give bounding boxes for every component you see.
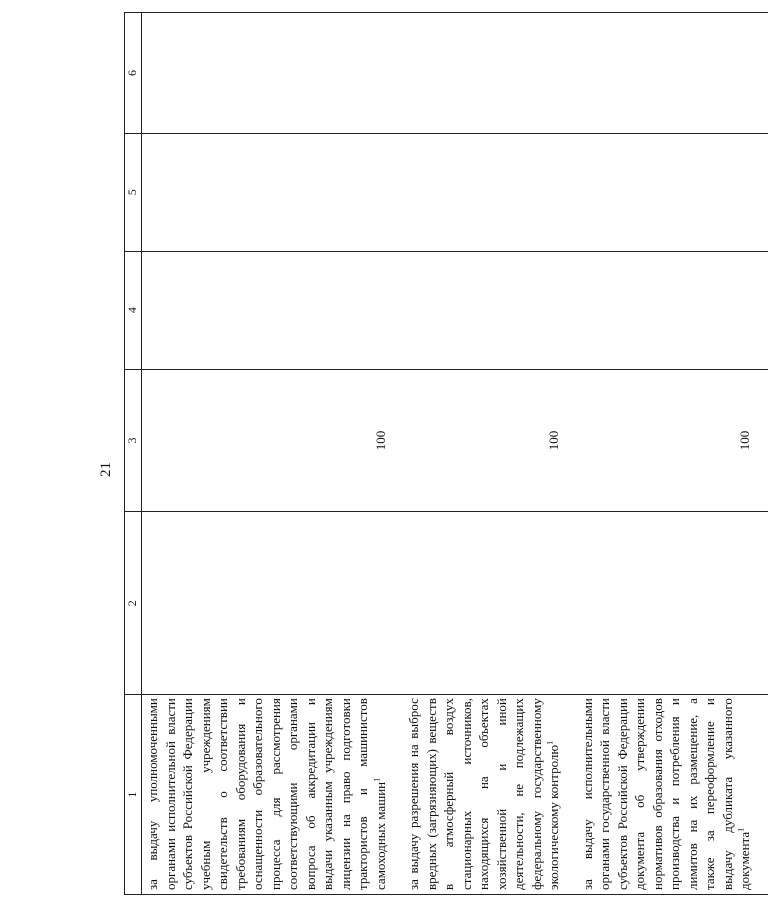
row-2-col-6 bbox=[403, 13, 577, 134]
page-number-row bbox=[98, 12, 118, 895]
table-row bbox=[403, 13, 577, 895]
row-2-col-4 bbox=[403, 251, 577, 369]
header-row bbox=[125, 13, 142, 895]
header-col-4: 4 bbox=[125, 251, 142, 369]
row-2-col-3 bbox=[403, 369, 577, 512]
fees-table bbox=[124, 12, 768, 895]
row-1-value: 100 bbox=[372, 430, 388, 451]
header-col-5: 5 bbox=[125, 133, 142, 251]
row-1-col-2 bbox=[142, 512, 404, 695]
header-col-1: 1 bbox=[125, 695, 142, 895]
row-3-col-6 bbox=[577, 13, 768, 134]
row-1-col-4 bbox=[142, 251, 404, 369]
row-3-col-3 bbox=[577, 369, 768, 512]
row-2-col-2 bbox=[403, 512, 577, 695]
row-2-value: 100 bbox=[546, 430, 561, 451]
table-row bbox=[577, 13, 768, 895]
header-col-3: 3 bbox=[125, 369, 142, 512]
row-1-footnote: 1 bbox=[372, 777, 382, 782]
row-3-col-4 bbox=[577, 251, 768, 369]
row-2-col-5 bbox=[403, 133, 577, 251]
row-1-col-6 bbox=[142, 13, 404, 134]
header-col-2: 2 bbox=[125, 512, 142, 695]
row-1-text: за выдачу уполномоченными органами исполнительной власти субъектов Российской Федерации учебным учреждениям свидетельств о соответствии требованиям оборудования и оснащенности образовательного процесса для рассмотрения соответствующими органами вопроса об аккредитации и выдачи указанным учреждениям лицензии на право подготовки трактористов и машинистов самоходных машин bbox=[145, 698, 388, 890]
row-2-description bbox=[403, 695, 577, 895]
header-col-6: 6 bbox=[125, 13, 142, 134]
row-1-col-5 bbox=[142, 133, 404, 251]
row-2-footnote: 1 bbox=[545, 740, 555, 745]
row-3-footnote: 1 bbox=[736, 827, 746, 832]
rotated-page-content bbox=[98, 12, 752, 895]
table-row bbox=[142, 13, 404, 895]
row-1-description bbox=[142, 695, 404, 895]
row-3-value: 100 bbox=[737, 430, 752, 451]
row-3-col-5 bbox=[577, 133, 768, 251]
row-3-text: за выдачу исполнительными органами государственной власти субъектов Российской Федерации документа об утверждении нормативов образования отходов производства и потребления и лимитов на их размещение, а также за переоформление и выдачу дубликата указанного документа bbox=[579, 698, 752, 890]
page-number bbox=[0, 0, 640, 1]
row-2-text: за выдачу разрешения на выброс вредных (загрязняющих) веществ в атмосферный воздух стационарных источников, находящихся на объектах хозяйственной и иной деятельности, не подлежащих федеральному государственному экологическому контролю bbox=[406, 698, 561, 890]
row-1-col-3 bbox=[142, 369, 404, 512]
row-3-description bbox=[577, 695, 768, 895]
row-3-col-2 bbox=[577, 512, 768, 695]
page-number-text: 21 bbox=[98, 462, 114, 477]
